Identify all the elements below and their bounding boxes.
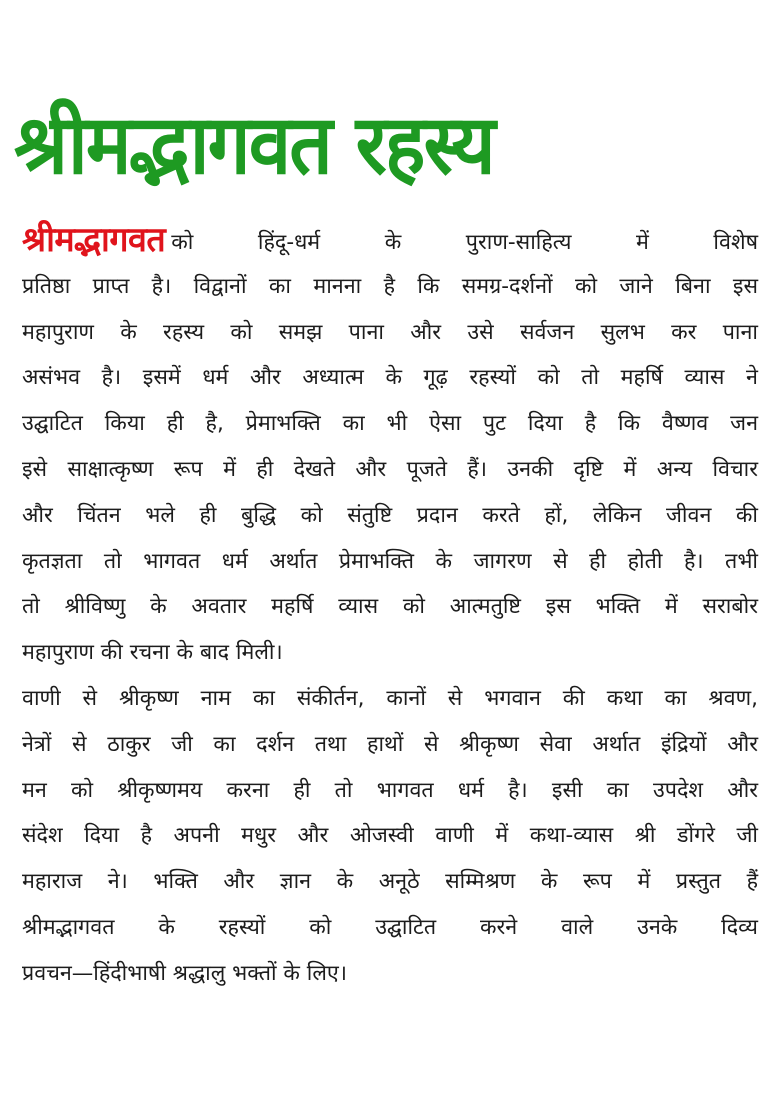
text-line: प्रवचन—हिंदीभाषी श्रद्धालु भक्तों के लिए।: [22, 960, 347, 986]
text-line: संदेश दिया है अपनी मधुर और ओजस्वी वाणी में कथा-व्यास श्री डोंगरे जी: [22, 823, 758, 849]
text-line: और चिंतन भले ही बुद्धि को संतुष्टि प्रदान करते हों, लेकिन जीवन की: [22, 502, 758, 528]
text-line: महापुराण की रचना के बाद मिली।: [22, 640, 283, 666]
text-line: कृतज्ञता तो भागवत धर्म अर्थात प्रेमाभक्ति के जागरण से ही होती है। तभी: [22, 548, 758, 574]
text-line: असंभव है। इसमें धर्म और अध्यात्म के गूढ़ रहस्यों को तो महर्षि व्यास ने: [22, 365, 758, 391]
text-line: वाणी से श्रीकृष्ण नाम का संकीर्तन, कानों से भगवान की कथा का श्रवण,: [22, 685, 758, 711]
paragraph-1: [22, 218, 758, 676]
text-line: इसे साक्षात्कृष्ण रूप में ही देखते और पूजते हैं। उनकी दृष्टि में अन्य विचार: [22, 456, 758, 482]
text-line: श्रीमद्भागवत को हिंदू-धर्म के पुराण-साहित्य में विशेष: [22, 220, 758, 260]
text-line: नेत्रों से ठाकुर जी का दर्शन तथा हाथों से श्रीकृष्ण सेवा अर्थात इंद्रियों और: [22, 731, 758, 757]
description-text: [22, 218, 758, 997]
text-line: प्रतिष्ठा प्राप्त है। विद्वानों का मानना है कि समग्र-दर्शनों को जाने बिना इस: [22, 273, 758, 299]
text-line: मन को श्रीकृष्णमय करना ही तो भागवत धर्म है। इसी का उपदेश और: [22, 777, 758, 803]
text-line: श्रीमद्भागवत के रहस्यों को उद्घाटित करने वाले उनके दिव्य: [22, 914, 758, 940]
text-line: उद्घाटित किया ही है, प्रेमाभक्ति का भी ऐसा पुट दिया है कि वैष्णव जन: [22, 411, 758, 437]
text-line: महाराज ने। भक्ति और ज्ञान के अनूठे सम्मिश्रण के रूप में प्रस्तुत हैं: [22, 869, 758, 895]
page-title: श्रीमद्भागवत रहस्य: [14, 98, 494, 193]
paragraph-2: [22, 676, 758, 997]
text-line: महापुराण के रहस्य को समझ पाना और उसे सर्वजन सुलभ कर पाना: [22, 319, 758, 345]
lead-word: श्रीमद्भागवत: [22, 220, 166, 260]
text-line: तो श्रीविष्णु के अवतार महर्षि व्यास को आत्मतुष्टि इस भक्ति में सराबोर: [22, 594, 758, 620]
